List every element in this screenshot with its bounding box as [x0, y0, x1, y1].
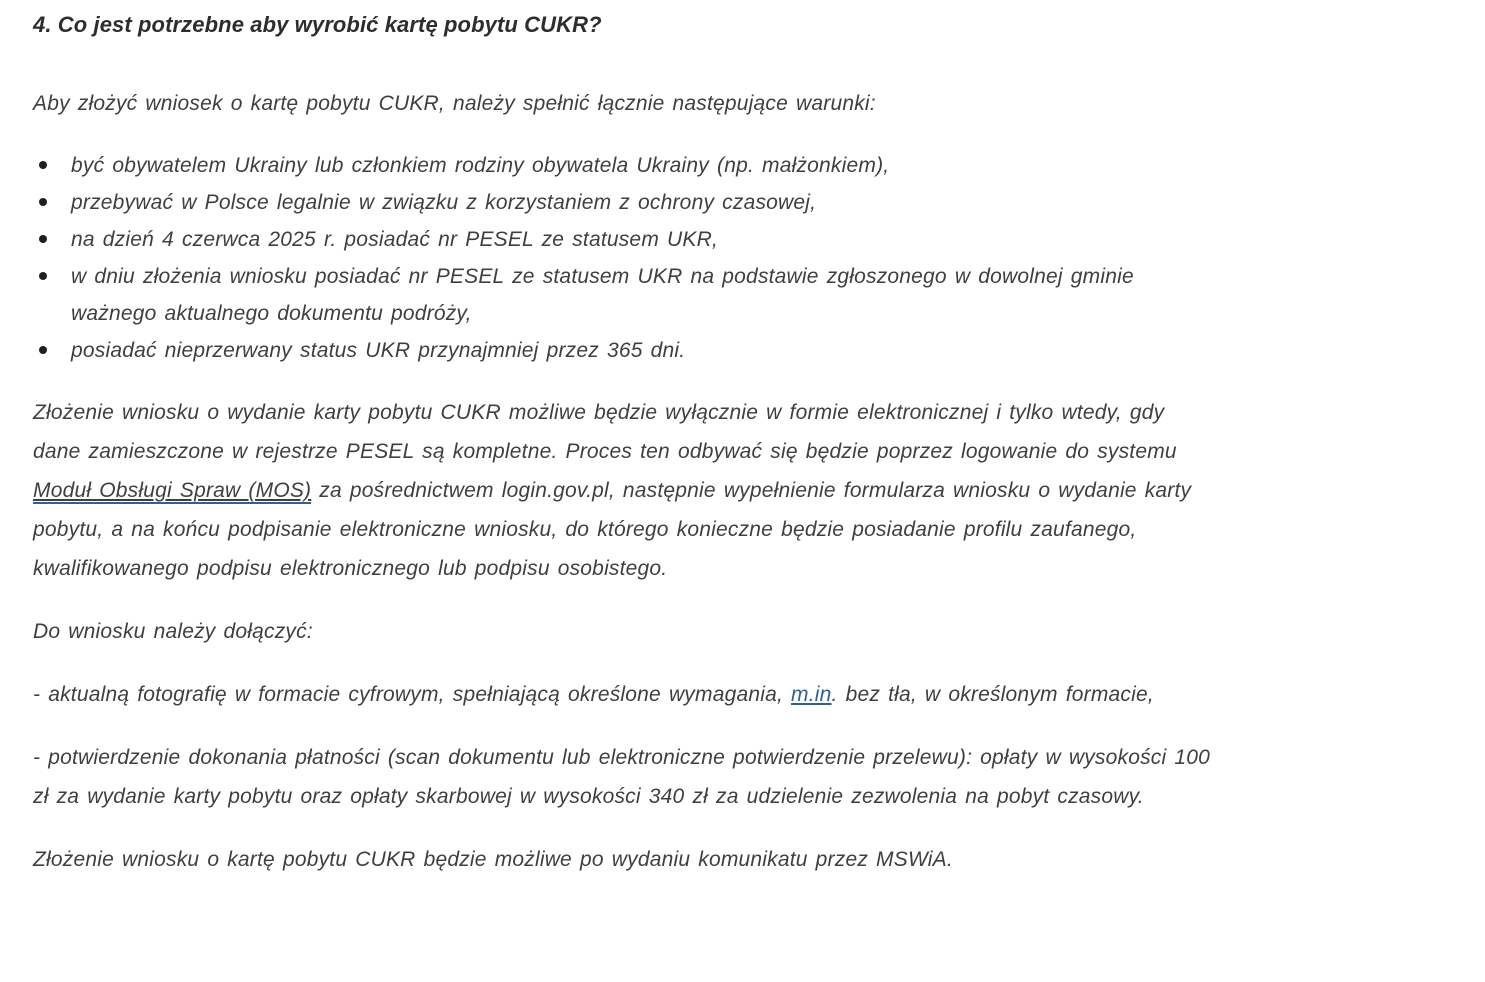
- bullet-icon: [39, 272, 47, 280]
- min-link[interactable]: m.in: [791, 683, 832, 706]
- attachments-intro: Do wniosku należy dołączyć:: [33, 620, 313, 643]
- attachment-photo-paragraph: [33, 675, 1218, 714]
- list-item: [33, 221, 1218, 258]
- bullet-icon: [39, 235, 47, 243]
- list-item: [33, 332, 1218, 369]
- list-item-text: posiadać nieprzerwany status UKR przynajmniej przez 365 dni.: [71, 339, 686, 362]
- process-text-before: Złożenie wniosku o wydanie karty pobytu CUKR możliwe będzie wyłącznie w formie elektronicznej i tylko wtedy, gdy dane zamieszczone w rejestrze PESEL są kompletne. Proces ten odbywać się będzie poprzez logowanie do systemu: [33, 401, 1177, 463]
- closing-paragraph: Złożenie wniosku o kartę pobytu CUKR będzie możliwe po wydaniu komunikatu przez MSWiA.: [33, 848, 953, 871]
- attachment-payment-paragraph: - potwierdzenie dokonania płatności (scan dokumentu lub elektroniczne potwierdzenie przelewu): opłaty w wysokości 100 zł za wydanie karty pobytu oraz opłaty skarbowej w wysokości 340 zł za udzielenie zezwolenia na pobyt czasowy.: [33, 746, 1211, 808]
- list-item-text: w dniu złożenia wniosku posiadać nr PESEL ze statusem UKR na podstawie zgłoszonego w dowolnej gminie ważnego aktualnego dokumentu podróży,: [71, 265, 1134, 325]
- bullet-icon: [39, 161, 47, 169]
- attachment-photo-text-before: - aktualną fotografię w formacie cyfrowym, spełniającą określone wymagania,: [33, 683, 792, 706]
- document-content: [33, 10, 1218, 879]
- intro-paragraph: Aby złożyć wniosek o kartę pobytu CUKR, należy spełnić łącznie następujące warunki:: [33, 92, 876, 115]
- attachment-photo-text-after: . bez tła, w określonym formacie,: [831, 683, 1154, 706]
- list-item-text: przebywać w Polsce legalnie w związku z korzystaniem z ochrony czasowej,: [71, 191, 817, 214]
- list-item-text: na dzień 4 czerwca 2025 r. posiadać nr PESEL ze statusem UKR,: [71, 228, 719, 251]
- mos-link[interactable]: Moduł Obsługi Spraw (MOS): [33, 479, 312, 502]
- bullet-icon: [39, 346, 47, 354]
- conditions-list: [33, 147, 1218, 369]
- process-text-after: za pośrednictwem login.gov.pl, następnie wypełnienie formularza wniosku o wydanie karty pobytu, a na końcu podpisanie elektroniczne wniosku, do którego konieczne będzie posiadanie profilu zaufanego, kwalifikowanego podpisu elektronicznego lub podpisu osobistego.: [33, 479, 1192, 580]
- list-item: [33, 147, 1218, 184]
- list-item: [33, 258, 1218, 332]
- bullet-icon: [39, 198, 47, 206]
- process-paragraph: [33, 393, 1218, 588]
- list-item: [33, 184, 1218, 221]
- section-heading: 4. Co jest potrzebne aby wyrobić kartę pobytu CUKR?: [33, 12, 602, 37]
- list-item-text: być obywatelem Ukrainy lub członkiem rodziny obywatela Ukrainy (np. małżonkiem),: [71, 154, 890, 177]
